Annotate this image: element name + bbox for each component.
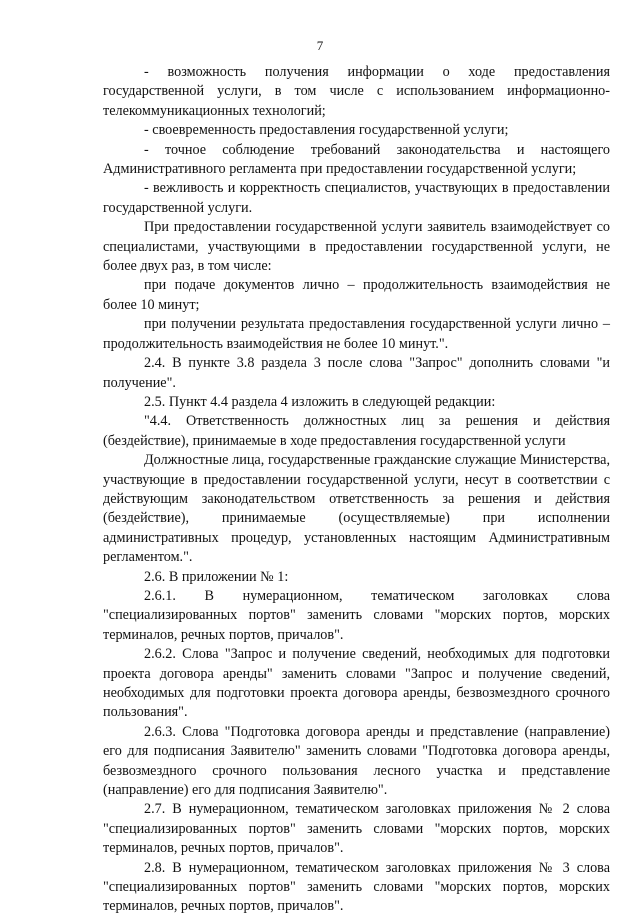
paragraph-4-4-heading: "4.4. Ответственность должностных лиц за решения и действия (бездействие), принимаемые в ходе предоставления государственной услуги [103,413,610,449]
paragraph-2-4: 2.4. В пункте 3.8 раздела 3 после слова "Запрос" дополнить словами "и получение". [103,355,610,391]
paragraph-quality-timeliness: - своевременность предоставления государственной услуги; [144,122,509,139]
paragraph-quality-info: - возможность получения информации о ходе предоставления государственной услуги, в том числе с использованием информационно-телекоммуникационных технологий; [103,64,610,119]
paragraph-2-6-3: 2.6.3. Слова "Подготовка договора аренды и представление (направление) его для подписания Заявителю" заменить словами "Подготовка договора аренды, безвозмездного срочного пользования лесного участка и представление (направление) его для подписания Заявителю". [103,723,610,799]
paragraph-interaction-receive: при получении результата предоставления государственной услуги лично – продолжительность взаимодействия не более 10 минут.". [103,316,610,352]
paragraph-4-4-text: Должностные лица, государственные гражданские служащие Министерства, участвующие в предоставлении государственной услуги, несут в соответствии с действующим законодательством ответственность за решения и действия (бездействие), принимаемые (осуществляемые) при исполнении административных процедур, установленных настоящим Административным регламентом.". [103,452,610,566]
paragraph-2-6-1: 2.6.1. В нумерационном, тематическом заголовках слова "специализированных портов" заменить словами "морских портов, морских терминалов, речных портов, причалов". [103,587,610,643]
paragraph-quality-compliance: - точное соблюдение требований законодательства и настоящего Административного регламента при предоставлении государственной услуги; [103,141,610,178]
paragraph-2-8: 2.8. В нумерационном, тематическом заголовках приложения № 3 слова "специализированных портов" заменить словами "морских портов, морских терминалов, речных портов, причалов". [103,859,610,915]
paragraph-2-6-2: 2.6.2. Слова "Запрос и получение сведений, необходимых для подготовки проекта договора аренды" заменить словами "Запрос и получение сведений, необходимых для подготовки проекта договора аренды, безвозмездного срочного пользования". [103,646,610,721]
paragraph-2-6: 2.6. В приложении № 1: [144,568,289,585]
page-number: 7 [316,38,324,53]
paragraph-2-5: 2.5. Пункт 4.4 раздела 4 изложить в следующей редакции: [144,393,496,410]
paragraph-interaction: При предоставлении государственной услуги заявитель взаимодействует со специалистами, участвующими в предоставлении государственной услуги, не более двух раз, в том числе: [103,219,610,275]
paragraph-2-7: 2.7. В нумерационном, тематическом заголовках приложения № 2 слова "специализированных портов" заменить словами "морских портов, морских терминалов, речных портов, причалов". [103,801,610,857]
paragraph-interaction-submit: при подаче документов лично – продолжительность взаимодействия не более 10 минут; [103,277,610,313]
paragraph-quality-politeness: - вежливость и корректность специалистов, участвующих в предоставлении государственной услуги. [103,180,610,216]
document-body [103,63,610,917]
